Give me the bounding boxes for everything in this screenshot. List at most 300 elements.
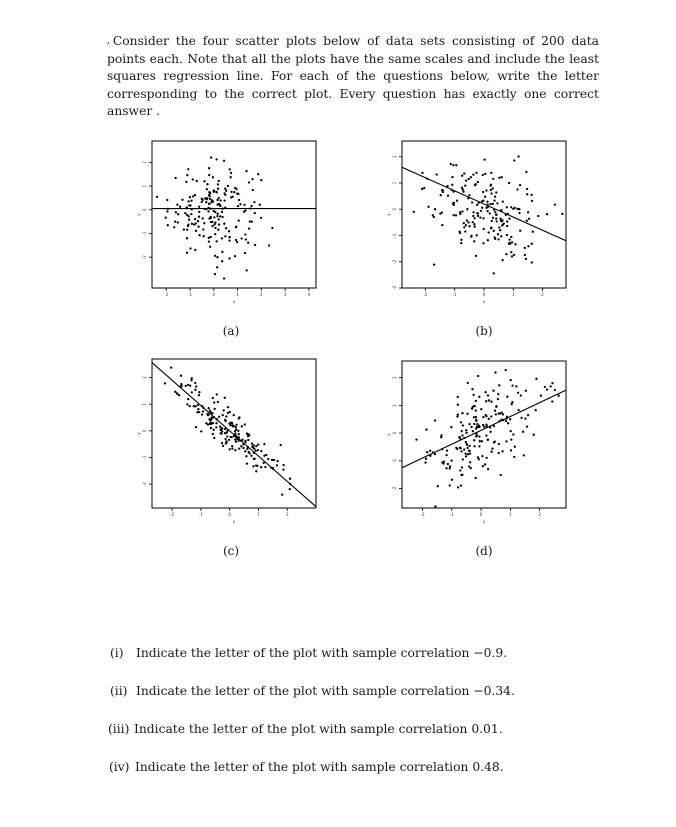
data-point <box>212 200 214 202</box>
data-point <box>208 407 210 409</box>
data-point <box>224 432 226 434</box>
data-point <box>524 417 526 419</box>
data-point <box>472 211 474 213</box>
data-point <box>508 242 510 244</box>
question-item <box>109 760 504 774</box>
x-tick-label: 1 <box>236 292 239 297</box>
data-point <box>490 451 492 453</box>
data-point <box>206 197 208 199</box>
data-point <box>198 211 200 213</box>
data-point <box>487 439 489 441</box>
data-point <box>177 213 179 215</box>
data-point <box>507 422 509 424</box>
data-point <box>185 181 187 183</box>
data-point <box>465 179 467 181</box>
data-point <box>265 454 267 456</box>
data-point <box>228 230 230 232</box>
data-point <box>227 406 229 408</box>
data-point <box>480 210 482 212</box>
data-point <box>212 176 214 178</box>
y-tick-label: -2 <box>392 486 397 491</box>
data-point <box>459 232 461 234</box>
data-point <box>215 426 217 428</box>
data-point <box>255 470 257 472</box>
x-tick-label: 4 <box>307 292 311 297</box>
data-point <box>526 193 528 195</box>
data-point <box>499 218 501 220</box>
data-point <box>208 167 210 169</box>
data-point <box>502 200 504 202</box>
data-point <box>198 391 200 393</box>
data-point <box>198 234 200 236</box>
y-tick-label: -2 <box>392 259 397 264</box>
y-tick-label: 1 <box>142 402 147 406</box>
data-point <box>221 260 223 262</box>
data-point <box>449 465 451 467</box>
data-point <box>194 218 196 220</box>
data-point <box>214 273 216 275</box>
data-point <box>251 445 253 447</box>
data-point <box>487 468 489 470</box>
data-point <box>468 445 470 447</box>
data-point <box>234 438 236 440</box>
data-point <box>483 228 485 230</box>
data-point <box>175 211 177 213</box>
data-point <box>173 226 175 228</box>
data-point <box>475 477 477 479</box>
data-point <box>490 184 492 186</box>
data-point <box>202 410 204 412</box>
data-point <box>474 226 476 228</box>
data-point <box>513 159 515 161</box>
data-point <box>236 192 238 194</box>
data-point <box>223 223 225 225</box>
data-point <box>237 430 239 432</box>
data-point <box>484 414 486 416</box>
data-point <box>219 215 221 217</box>
data-point <box>485 457 487 459</box>
data-point <box>433 263 435 265</box>
data-point <box>227 185 229 187</box>
data-point <box>518 208 520 210</box>
data-point <box>533 434 535 436</box>
data-point <box>447 195 449 197</box>
data-point <box>460 474 462 476</box>
data-point <box>271 459 273 461</box>
data-point <box>260 450 262 452</box>
data-point <box>490 415 492 417</box>
data-point <box>523 454 525 456</box>
data-point <box>217 213 219 215</box>
question-item <box>108 722 503 736</box>
data-point <box>493 199 495 201</box>
data-point <box>185 385 187 387</box>
data-point <box>216 266 218 268</box>
data-point <box>240 237 242 239</box>
data-point <box>478 445 480 447</box>
data-point <box>481 440 483 442</box>
data-point <box>170 366 172 368</box>
data-point <box>212 422 214 424</box>
data-point <box>519 184 521 186</box>
data-point <box>230 176 232 178</box>
data-point <box>497 393 499 395</box>
data-point <box>525 390 527 392</box>
data-point <box>252 465 254 467</box>
data-point <box>476 425 478 427</box>
data-point <box>465 429 467 431</box>
data-point <box>425 428 427 430</box>
data-point <box>463 172 465 174</box>
data-point <box>464 453 466 455</box>
data-point <box>456 448 458 450</box>
data-point <box>264 466 266 468</box>
data-point <box>460 242 462 244</box>
data-point <box>209 421 211 423</box>
data-point <box>516 208 518 210</box>
x-tick-label: 0 <box>479 512 483 517</box>
data-point <box>488 418 490 420</box>
data-point <box>244 450 246 452</box>
data-point <box>474 184 476 186</box>
data-point <box>494 195 496 197</box>
data-point <box>260 466 262 468</box>
data-point <box>494 410 496 412</box>
data-point <box>528 218 530 220</box>
data-point <box>187 200 189 202</box>
x-tick-label: 1 <box>509 512 512 517</box>
data-point <box>273 459 275 461</box>
data-point <box>178 394 180 396</box>
y-tick-label: -2 <box>142 255 147 260</box>
data-point <box>252 189 254 191</box>
data-point <box>423 187 425 189</box>
data-point <box>527 211 529 213</box>
data-point <box>217 188 219 190</box>
data-point <box>500 220 502 222</box>
data-point <box>214 211 216 213</box>
data-point <box>210 156 212 158</box>
data-point <box>194 194 196 196</box>
data-point <box>531 200 533 202</box>
data-point <box>253 201 255 203</box>
data-point <box>216 191 218 193</box>
x-tick-label: 1 <box>257 512 260 517</box>
data-point <box>460 450 462 452</box>
data-point <box>218 416 220 418</box>
data-point <box>209 246 211 248</box>
data-point <box>506 225 508 227</box>
data-point <box>515 385 517 387</box>
y-tick-label: 0 <box>392 431 397 435</box>
data-point <box>484 196 486 198</box>
data-point <box>239 203 241 205</box>
scatter-plot-a-svg <box>136 138 326 318</box>
question-number: (ii) <box>110 684 128 698</box>
data-point <box>490 227 492 229</box>
data-point <box>189 196 191 198</box>
data-point <box>551 400 553 402</box>
data-point <box>511 403 513 405</box>
data-point <box>474 405 476 407</box>
data-point <box>495 405 497 407</box>
data-point <box>500 235 502 237</box>
data-point <box>221 237 223 239</box>
data-point <box>459 447 461 449</box>
data-point <box>208 240 210 242</box>
data-point <box>497 398 499 400</box>
data-point <box>490 172 492 174</box>
data-point <box>477 375 479 377</box>
data-point <box>280 444 282 446</box>
data-point <box>197 408 199 410</box>
data-point <box>486 200 488 202</box>
data-point <box>512 433 514 435</box>
data-point <box>230 422 232 424</box>
data-point <box>424 461 426 463</box>
data-point <box>466 208 468 210</box>
data-point <box>218 197 220 199</box>
intro-paragraph <box>107 33 599 121</box>
y-tick-label: -2 <box>142 482 147 487</box>
data-point <box>546 213 548 215</box>
data-point <box>489 212 491 214</box>
data-point <box>500 411 502 413</box>
data-point <box>509 418 511 420</box>
scatter-plot-d <box>370 358 578 536</box>
data-point <box>197 226 199 228</box>
data-point <box>186 237 188 239</box>
data-point <box>235 424 237 426</box>
data-point <box>499 229 501 231</box>
data-point <box>475 255 477 257</box>
data-point <box>224 187 226 189</box>
data-point <box>475 416 477 418</box>
data-point <box>506 220 508 222</box>
data-point <box>167 224 169 226</box>
data-point <box>482 465 484 467</box>
data-point <box>248 227 250 229</box>
data-point <box>228 257 230 259</box>
plot-frame <box>152 141 316 288</box>
data-point <box>242 447 244 449</box>
data-point <box>482 416 484 418</box>
data-point <box>244 423 246 425</box>
data-point <box>482 217 484 219</box>
data-point <box>267 458 269 460</box>
x-tick-label: 2 <box>541 292 544 297</box>
data-point <box>461 466 463 468</box>
data-point <box>495 413 497 415</box>
data-point <box>524 247 526 249</box>
data-point <box>230 436 232 438</box>
y-axis-label: y <box>386 213 391 216</box>
data-point <box>213 401 215 403</box>
data-point <box>554 389 556 391</box>
data-point <box>221 211 223 213</box>
data-point <box>487 394 489 396</box>
data-point <box>441 461 443 463</box>
caption-c: (c) <box>222 544 240 558</box>
y-tick-label: -1 <box>142 455 147 460</box>
data-point <box>223 192 225 194</box>
data-point <box>260 217 262 219</box>
data-point <box>201 413 203 415</box>
data-point <box>531 243 533 245</box>
data-point <box>551 382 553 384</box>
data-point <box>245 238 247 240</box>
data-point <box>472 394 474 396</box>
data-point <box>225 227 227 229</box>
data-point <box>229 411 231 413</box>
data-point <box>446 449 448 451</box>
plot-frame <box>402 141 566 288</box>
data-point <box>468 465 470 467</box>
data-point <box>215 422 217 424</box>
data-point <box>544 386 546 388</box>
scatter-plot-d-svg <box>370 358 578 536</box>
data-point <box>467 221 469 223</box>
data-point <box>473 416 475 418</box>
data-point <box>485 189 487 191</box>
data-point <box>457 404 459 406</box>
data-point <box>512 208 514 210</box>
data-point <box>476 204 478 206</box>
data-point <box>535 409 537 411</box>
data-point <box>216 393 218 395</box>
data-point <box>484 463 486 465</box>
data-point <box>220 433 222 435</box>
data-point <box>461 430 463 432</box>
data-point <box>235 426 237 428</box>
data-point <box>174 221 176 223</box>
data-point <box>189 247 191 249</box>
caption-a: (a) <box>222 324 240 338</box>
data-point <box>225 415 227 417</box>
data-point <box>453 202 455 204</box>
data-point <box>470 176 472 178</box>
data-point <box>461 175 463 177</box>
data-point <box>490 192 492 194</box>
data-point <box>511 241 513 243</box>
data-point <box>216 199 218 201</box>
data-point <box>210 427 212 429</box>
data-point <box>497 238 499 240</box>
data-point <box>459 211 461 213</box>
data-point <box>238 219 240 221</box>
data-point <box>213 216 215 218</box>
data-point <box>181 199 183 201</box>
data-point <box>464 230 466 232</box>
data-point <box>485 434 487 436</box>
data-point <box>558 395 560 397</box>
data-point <box>498 384 500 386</box>
data-point <box>229 424 231 426</box>
data-point <box>461 434 463 436</box>
data-point <box>490 400 492 402</box>
data-point <box>458 436 460 438</box>
data-point <box>513 254 515 256</box>
data-point <box>235 440 237 442</box>
data-point <box>537 215 539 217</box>
data-point <box>482 424 484 426</box>
data-point <box>204 197 206 199</box>
data-point <box>461 412 463 414</box>
data-point <box>510 449 512 451</box>
data-point <box>235 239 237 241</box>
data-point <box>190 200 192 202</box>
data-point <box>532 231 534 233</box>
data-point <box>495 217 497 219</box>
data-point <box>450 426 452 428</box>
data-point <box>235 225 237 227</box>
data-point <box>426 451 428 453</box>
data-point <box>455 164 457 166</box>
data-point <box>228 439 230 441</box>
data-point <box>471 388 473 390</box>
data-point <box>465 441 467 443</box>
data-point <box>238 199 240 201</box>
data-point <box>484 173 486 175</box>
x-tick-label: 0 <box>482 292 486 297</box>
data-point <box>472 173 474 175</box>
x-tick-label: 0 <box>212 292 216 297</box>
data-point <box>450 163 452 165</box>
data-point <box>228 239 230 241</box>
data-point <box>217 183 219 185</box>
data-point <box>180 385 182 387</box>
data-point <box>212 397 214 399</box>
data-point <box>216 215 218 217</box>
data-point <box>501 259 503 261</box>
data-point <box>233 425 235 427</box>
data-point <box>219 204 221 206</box>
y-axis-label: y <box>136 213 141 216</box>
data-point <box>259 204 261 206</box>
data-point <box>238 416 240 418</box>
data-point <box>224 397 226 399</box>
data-point <box>483 158 485 160</box>
data-point <box>485 424 487 426</box>
question-number: (iii) <box>108 722 130 736</box>
data-point <box>457 396 459 398</box>
data-point <box>249 220 251 222</box>
data-point <box>460 484 462 486</box>
data-point <box>445 467 447 469</box>
data-point <box>192 178 194 180</box>
data-point <box>186 174 188 176</box>
data-point <box>494 236 496 238</box>
data-point <box>214 233 216 235</box>
data-point <box>511 384 513 386</box>
data-point <box>561 213 563 215</box>
data-point <box>205 422 207 424</box>
data-point <box>214 408 216 410</box>
data-point <box>223 409 225 411</box>
data-point <box>257 173 259 175</box>
data-point <box>510 236 512 238</box>
data-point <box>225 440 227 442</box>
data-point <box>510 206 512 208</box>
data-point <box>473 423 475 425</box>
y-tick-label: 1 <box>142 184 147 188</box>
data-point <box>510 251 512 253</box>
data-point <box>475 400 477 402</box>
x-axis-label: x <box>482 299 486 304</box>
data-point <box>462 424 464 426</box>
data-point <box>223 277 225 279</box>
data-point <box>526 188 528 190</box>
